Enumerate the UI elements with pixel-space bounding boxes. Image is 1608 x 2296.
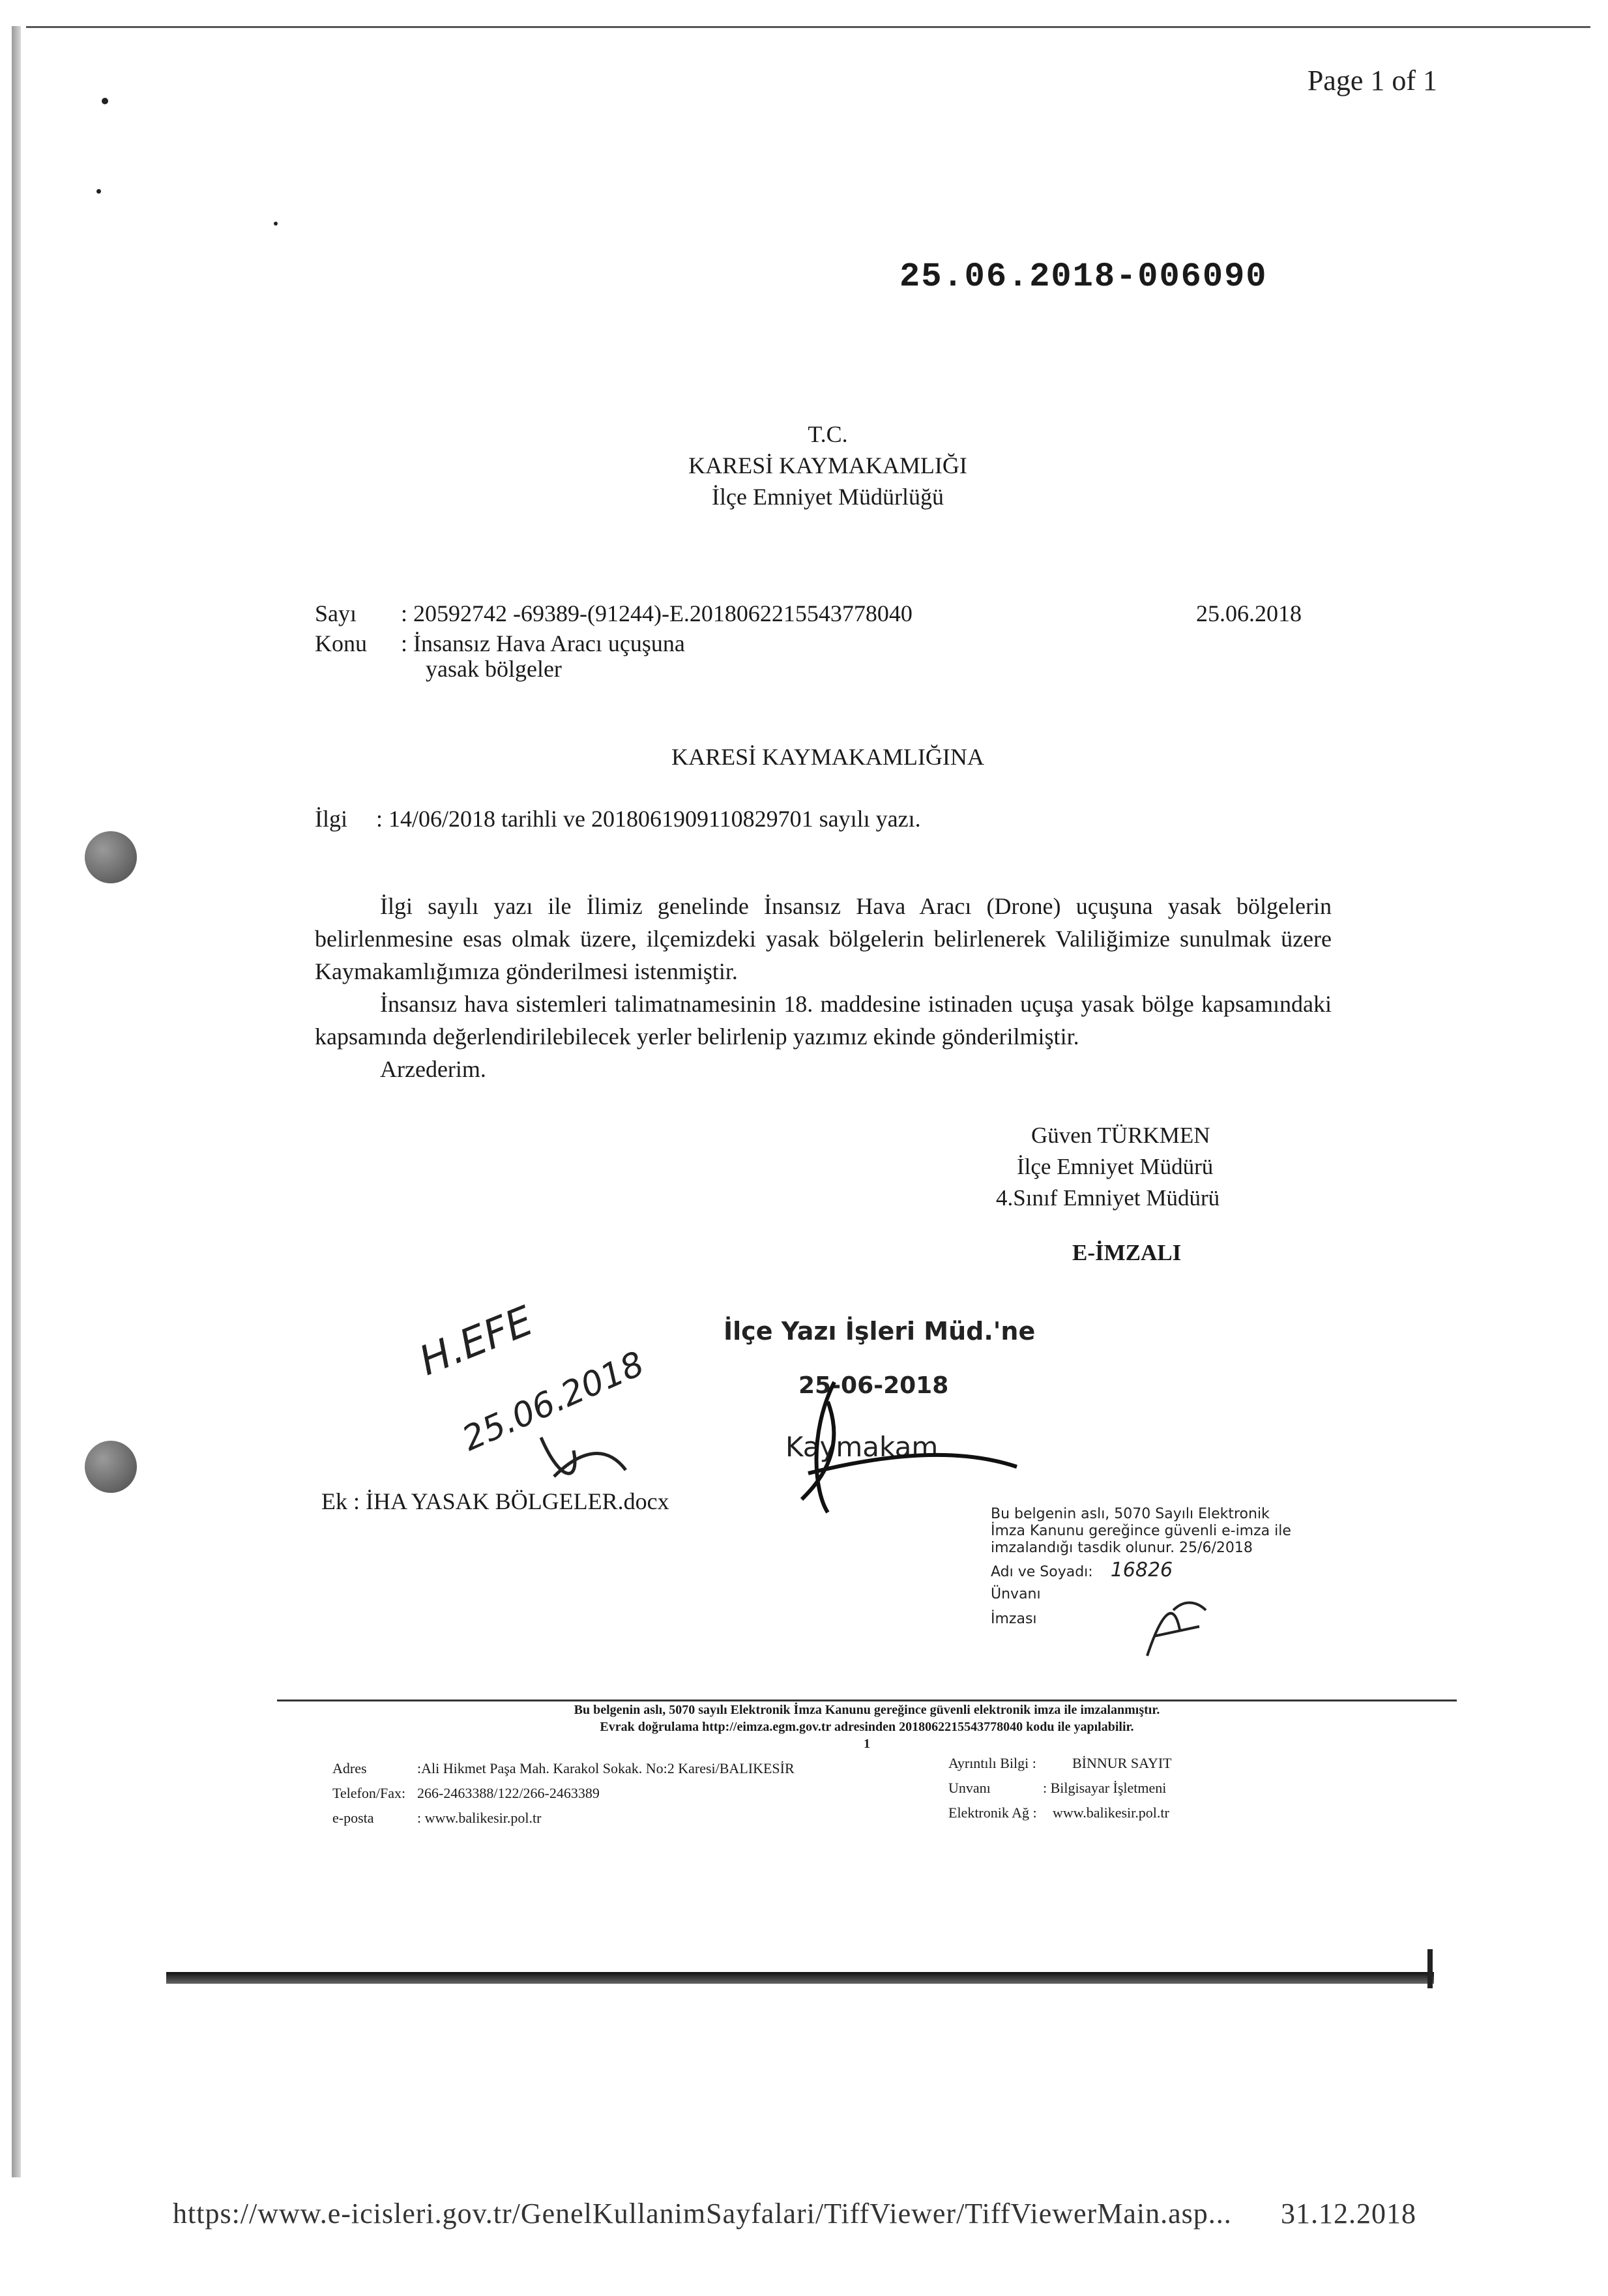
addressee: KARESİ KAYMAKAMLIĞINA	[671, 744, 984, 770]
scan-speck	[96, 189, 101, 194]
certification-line: İmza Kanunu gereğince güvenli e-imza ile	[991, 1523, 1291, 1539]
footer-notice-2: Evrak doğrulama http://eimza.egm.gov.tr adresinden 2018062215543778040 kodu ile yapılabilir.	[600, 1720, 1134, 1734]
contact-info-value: BİNNUR SAYIT	[1072, 1755, 1172, 1771]
sayi-label: Sayı	[315, 600, 357, 626]
konu-value-cont: yasak bölgeler	[426, 656, 562, 682]
phone-label: Telefon/Fax:	[332, 1785, 406, 1801]
scan-speck	[274, 222, 278, 226]
ilgi-label: İlgi	[315, 806, 347, 832]
phone-value: 266-2463388/122/266-2463389	[417, 1785, 600, 1801]
contact-rank-value: : Bilgisayar İşletmeni	[1043, 1780, 1167, 1796]
signatory-name: Güven TÜRKMEN	[1031, 1123, 1210, 1148]
network-value: www.balikesir.pol.tr	[1053, 1804, 1169, 1821]
body-closing: Arzederim.	[380, 1056, 486, 1082]
punch-hole-lower	[85, 1441, 137, 1493]
footer-notice-1: Bu belgenin aslı, 5070 sayılı Elektronik İmza Kanunu gereğince güvenli elektronik imza ile imzalanmıştır.	[574, 1703, 1160, 1717]
body-paragraph-1: İlgi sayılı yazı ile İlimiz genelinde İnsansız Hava Aracı (Drone) uçuşuna yasak bölgelerin belirlenmesine esas olmak üzere, ilçemizdeki yasak bölgelerin belirlenerek Valiliğimize sunulmak üzere Kaymakamlığımıza gönderilmesi istenmiştir.	[315, 893, 1332, 984]
address-value: :Ali Hikmet Paşa Mah. Karakol Sokak. No:2 Karesi/BALIKESİR	[417, 1760, 795, 1776]
address-label: Adres	[332, 1760, 367, 1776]
scan-bottom-edge	[166, 1972, 1434, 1984]
handwritten-name: H.EFE	[412, 1296, 540, 1385]
sayi-value: : 20592742 -69389-(91244)-E.2018062215543778040	[401, 600, 913, 626]
footer-rule	[277, 1700, 1457, 1701]
routing-stamp-heading: İlçe Yazı İşleri Müd.'ne	[724, 1317, 1036, 1346]
certification-sign-label: İmzası	[991, 1611, 1037, 1627]
certification-line: Bu belgenin aslı, 5070 Sayılı Elektronik	[991, 1506, 1270, 1522]
konu-label: Konu	[315, 630, 367, 656]
scan-top-edge	[26, 26, 1590, 28]
email-value: : www.balikesir.pol.tr	[417, 1810, 542, 1826]
certification-name-value: 16826	[1110, 1559, 1173, 1582]
footer-page-number: 1	[864, 1737, 870, 1751]
registry-stamp: 25.06.2018-006090	[899, 258, 1268, 296]
attachment: Ek : İHA YASAK BÖLGELER.docx	[321, 1488, 669, 1514]
certification-name-row	[991, 1559, 1291, 1582]
contact-info-label: Ayrıntılı Bilgi :	[948, 1755, 1036, 1771]
header-tc: T.C.	[808, 421, 848, 447]
scan-edge-shadow	[12, 26, 21, 2177]
konu-value: : İnsansız Hava Aracı uçuşuna	[401, 630, 685, 656]
scan-bottom-corner	[1427, 1949, 1433, 1988]
document-date: 25.06.2018	[1196, 600, 1302, 626]
body-paragraph-2: İnsansız hava sistemleri talimatnamesinin 18. maddesine istinaden uçuşa yasak bölge kapsamındaki kapsamında değerlendirilebilecek yerler belirlenip yazımız ekinde gönderilmiştir.	[315, 991, 1332, 1050]
punch-hole-upper	[85, 831, 137, 883]
certification-name-label: Adı ve Soyadı:	[991, 1564, 1093, 1580]
handwritten-initial	[534, 1424, 632, 1490]
ilgi-value: : 14/06/2018 tarihli ve 2018061909110829701 sayılı yazı.	[376, 806, 921, 832]
kaymakam-signature	[789, 1376, 1023, 1519]
e-imza-mark: E-İMZALI	[1072, 1240, 1182, 1265]
signatory-title: İlçe Emniyet Müdürü	[1017, 1154, 1214, 1179]
signatory-rank: 4.Sınıf Emniyet Müdürü	[996, 1185, 1220, 1211]
contact-rank-label: Unvanı	[948, 1780, 991, 1796]
email-label: e-posta	[332, 1810, 374, 1826]
page-label: Page 1 of 1	[1307, 65, 1437, 96]
scan-speck	[102, 98, 108, 104]
letter-body	[315, 890, 1332, 1085]
routing-stamp-date: 25-06-2018	[798, 1372, 949, 1399]
certification-signature	[1134, 1591, 1212, 1662]
network-label: Elektronik Ağ :	[948, 1804, 1037, 1821]
certification-line: imzalandığı tasdik olunur. 25/6/2018	[991, 1540, 1253, 1556]
header-department: İlçe Emniyet Müdürlüğü	[712, 484, 944, 510]
print-date: 31.12.2018	[1281, 2198, 1416, 2230]
routing-stamp-role: Kaymakam	[785, 1431, 939, 1463]
certification-title-label: Ünvanı	[991, 1586, 1041, 1602]
handwritten-date: 25.06.2018	[456, 1344, 651, 1459]
print-url: https://www.e-icisleri.gov.tr/GenelKullanimSayfalari/TiffViewer/TiffViewerMain.asp...	[173, 2198, 1232, 2230]
header-authority: KARESİ KAYMAKAMLIĞI	[688, 452, 967, 478]
